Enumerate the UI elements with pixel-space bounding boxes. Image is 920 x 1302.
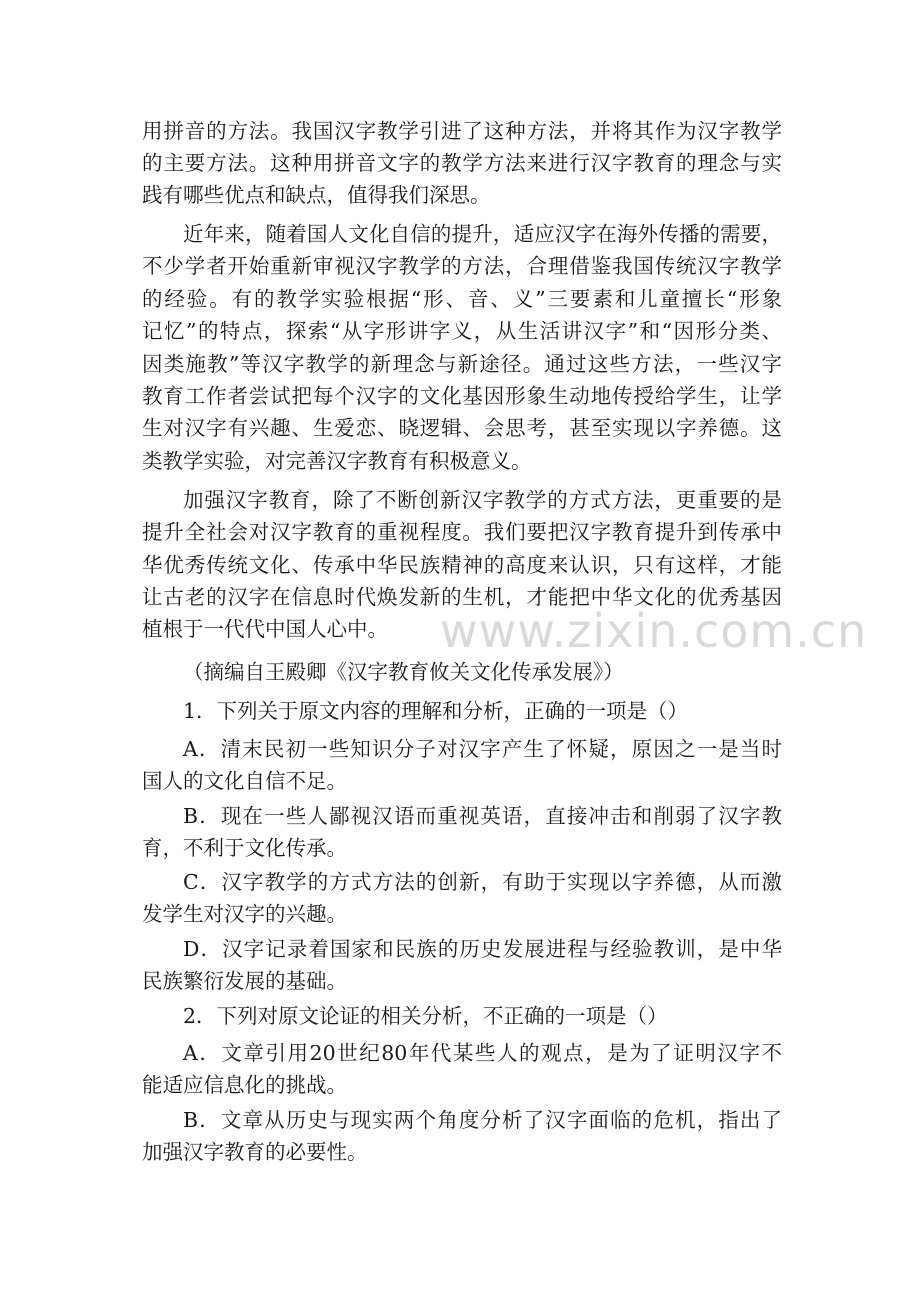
paragraph-line: 的主要方法。这种用拼音文字的教学方法来进行汉字教育的理念与实: [142, 151, 782, 175]
answer-option-cont: 能适应信息化的挑战。: [142, 1073, 347, 1097]
answer-option: A．文章引用20世纪80年代某些人的观点，是为了证明汉字不: [183, 1041, 782, 1065]
answer-option: A．清末民初一些知识分子对汉字产生了怀疑，原因之一是当时: [183, 737, 782, 761]
paragraph-line: 记忆”的特点，探索“从字形讲字义，从生活讲汉字”和“因形分类、: [142, 319, 782, 343]
answer-option-cont: 加强汉字教育的必要性。: [142, 1140, 368, 1164]
answer-option: B．现在一些人鄙视汉语而重视英语，直接冲击和削弱了汉字教: [183, 804, 782, 828]
answer-option: B．文章从历史与现实两个角度分析了汉字面临的危机，指出了: [183, 1108, 782, 1132]
answer-option-cont: 国人的文化自信不足。: [142, 769, 347, 793]
paragraph-line: 让古老的汉字在信息时代焕发新的生机，才能把中华文化的优秀基因: [142, 585, 782, 609]
answer-option-cont: 育，不利于文化传承。: [142, 836, 347, 860]
paragraph-line: 践有哪些优点和缺点，值得我们深思。: [142, 183, 491, 207]
paragraph-line: 华优秀传统文化、传承中华民族精神的高度来认识，只有这样，才能: [142, 553, 782, 577]
question-stem: 1．下列关于原文内容的理解和分析，正确的一项是（）: [183, 699, 689, 723]
paragraph-line: 植根于一代代中国人心中。: [142, 617, 388, 641]
paragraph-line: 不少学者开始重新审视汉字教学的方法，合理借鉴我国传统汉字教学: [142, 254, 782, 278]
paragraph-line: 因类施教”等汉字教学的新理念与新途径。通过这些方法，一些汉字: [142, 352, 782, 376]
answer-option-cont: 民族繁衍发展的基础。: [142, 969, 347, 993]
answer-option: D．汉字记录着国家和民族的历史发展进程与经验教训，是中华: [183, 937, 782, 961]
paragraph-line: 类教学实验，对完善汉字教育有积极意义。: [142, 449, 532, 473]
paragraph-line: 的经验。有的教学实验根据“形、音、义”三要素和儿童擅长“形象: [142, 287, 782, 311]
paragraph-line: 教育工作者尝试把每个汉字的文化基因形象生动地传授给学生，让学: [142, 384, 782, 408]
paragraph-line: 近年来，随着国人文化自信的提升，适应汉字在海外传播的需要，: [183, 222, 782, 246]
paragraph-line: 提升全社会对汉字教育的重视程度。我们要把汉字教育提升到传承中: [142, 520, 782, 544]
question-stem: 2．下列对原文论证的相关分析，不正确的一项是（）: [183, 1004, 668, 1028]
answer-option: C．汉字教学的方式方法的创新，有助于实现以字养德，从而激: [183, 870, 782, 894]
answer-option-cont: 发学生对汉字的兴趣。: [142, 902, 347, 926]
site-watermark: www.zixin.com.cn: [440, 604, 868, 658]
paragraph-line: 生对汉字有兴趣、生爱恋、晓逻辑、会思考，甚至实现以字养德。这: [142, 416, 782, 440]
paragraph-line: 加强汉字教育，除了不断创新汉字教学的方式方法，更重要的是: [183, 488, 782, 512]
paragraph-line: 用拼音的方法。我国汉字教学引进了这种方法，并将其作为汉字教学: [142, 119, 782, 143]
source-citation: （摘编自王殿卿《汉字教育攸关文化传承发展》）: [183, 660, 624, 684]
